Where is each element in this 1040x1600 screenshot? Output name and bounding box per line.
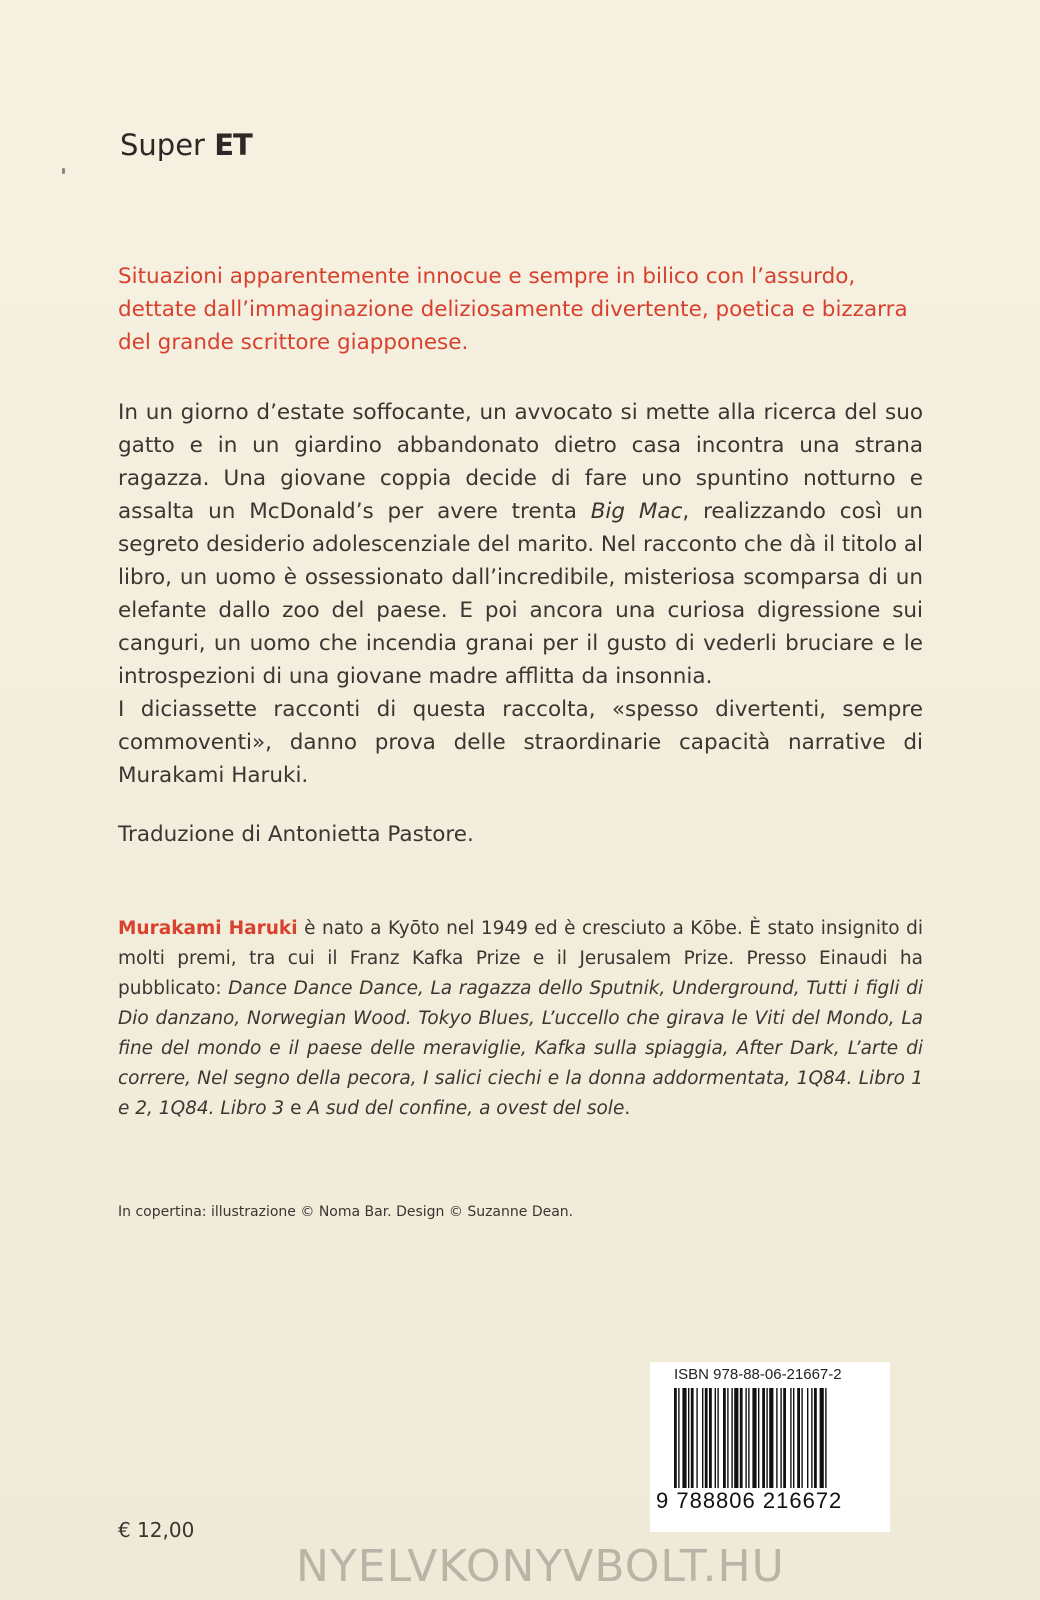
barcode-bar <box>678 1388 679 1488</box>
description-italic: Big Mac <box>590 499 683 524</box>
barcode-bar <box>758 1388 759 1488</box>
cover-credits: In copertina: illustrazione © Noma Bar. Design © Suzanne Dean. <box>118 1204 574 1220</box>
barcode-bar <box>769 1388 773 1488</box>
barcode-bar <box>696 1388 697 1488</box>
barcode-bar <box>731 1388 732 1488</box>
barcode-bars <box>670 1388 870 1492</box>
watermark: NYELVKONYVBOLT.HU <box>296 1541 785 1592</box>
bio-works: Dance Dance Dance, La ragazza dello Sputnik, Underground, Tutti i figli di Dio danzano, Norwegian Wood. Tokyo Blues, L’uccello che girava le Viti del Mondo, La fine del mondo e il paese delle meraviglie, Kafka sulla spiaggia, After Dark, L’arte di correre, Nel segno della pecora, I salici ciechi e la donna addormentata, 1Q84. Libro 1 e 2, 1Q84. Libro 3 <box>118 978 923 1119</box>
description-text-cont: , realizzando così un segreto desiderio adolescenziale del marito. Nel racconto che dà il titolo al libro, un uomo è ossessionato dall’incredibile, misteriosa scomparsa di un elefante dallo zoo del paese. E poi ancora una curiosa digressione sui canguri, un uomo che incendia granai per il gusto di vederli bruciare e le introspezioni di una giovane madre afflitta da insonnia. <box>118 499 923 689</box>
barcode-bar <box>780 1388 781 1488</box>
barcode-bar <box>702 1388 703 1488</box>
barcode-bar <box>709 1388 712 1488</box>
series-brand: ET <box>214 128 252 162</box>
barcode-bar <box>776 1388 777 1488</box>
bio-last-work: A sud del confine, a ovest del sole <box>307 1098 625 1119</box>
barcode-bar <box>766 1388 767 1488</box>
barcode-bar <box>762 1388 765 1488</box>
author-bio <box>118 914 923 1124</box>
barcode-bar <box>752 1388 756 1488</box>
barcode-digits: 9 788806 216672 <box>656 1488 843 1513</box>
barcode-bar <box>745 1388 746 1488</box>
bio-text: è nato a Kyōto nel 1949 ed è cresciuto a Kōbe. È stato insignito di molti premi, tra cui il Franz Kafka Prize e il Jerusalem Prize. Presso Einaudi ha pubblicato: <box>118 918 923 999</box>
series-logo <box>120 128 252 162</box>
series-prefix: Super <box>120 128 205 162</box>
barcode-bar <box>682 1388 686 1488</box>
barcode-bar <box>715 1388 716 1488</box>
bio-conj: e <box>284 1098 308 1119</box>
barcode-bar <box>825 1388 826 1488</box>
barcode-bar <box>717 1388 718 1488</box>
barcode-bar <box>801 1388 802 1488</box>
barcode-bar <box>807 1388 808 1488</box>
description-paragraph <box>118 396 923 693</box>
barcode-bar <box>740 1388 743 1488</box>
barcode-bar <box>814 1388 817 1488</box>
barcode-bar <box>793 1388 794 1488</box>
barcode-bar <box>674 1388 677 1488</box>
barcode-bar <box>783 1388 786 1488</box>
barcode-bar <box>705 1388 708 1488</box>
description-text: In un giorno d’estate soffocante, un avvocato si mette alla ricerca del suo gatto e in un giardino abbandonato dietro casa incontra una strana ragazza. Una giovane coppia decide di fare uno spuntino notturno e assalta un McDonald’s per avere trenta <box>118 400 923 524</box>
barcode-bar <box>691 1388 694 1488</box>
translation-credit: Traduzione di Antonietta Pastore. <box>118 822 474 847</box>
bio-end: . <box>624 1098 631 1119</box>
paper-speck <box>62 168 65 174</box>
isbn-label: ISBN 978-88-06-21667-2 <box>674 1366 842 1383</box>
barcode-bar <box>820 1388 824 1488</box>
barcode-bar <box>727 1388 728 1488</box>
barcode-bar <box>688 1388 689 1488</box>
barcode-bar <box>734 1388 738 1488</box>
barcode-bar <box>790 1388 791 1488</box>
price: € 12,00 <box>118 1518 195 1542</box>
intro-blurb: Situazioni apparentemente innocue e sempre in bilico con l’assurdo, dettate dall’immaginazione deliziosamente divertente, poetica e bizzarra del grande scrittore giapponese. <box>118 264 908 355</box>
barcode-bar <box>811 1388 812 1488</box>
barcode <box>650 1362 890 1532</box>
description-paragraph-2: I diciassette racconti di questa raccolta, «spesso divertenti, sempre commoventi», danno prova delle straordinarie capacità narrative di Murakami Haruki. <box>118 697 923 788</box>
description <box>118 396 923 851</box>
author-name: Murakami Haruki <box>118 918 298 939</box>
barcode-bar <box>748 1388 749 1488</box>
barcode-bar <box>723 1388 726 1488</box>
barcode-bar <box>797 1388 800 1488</box>
